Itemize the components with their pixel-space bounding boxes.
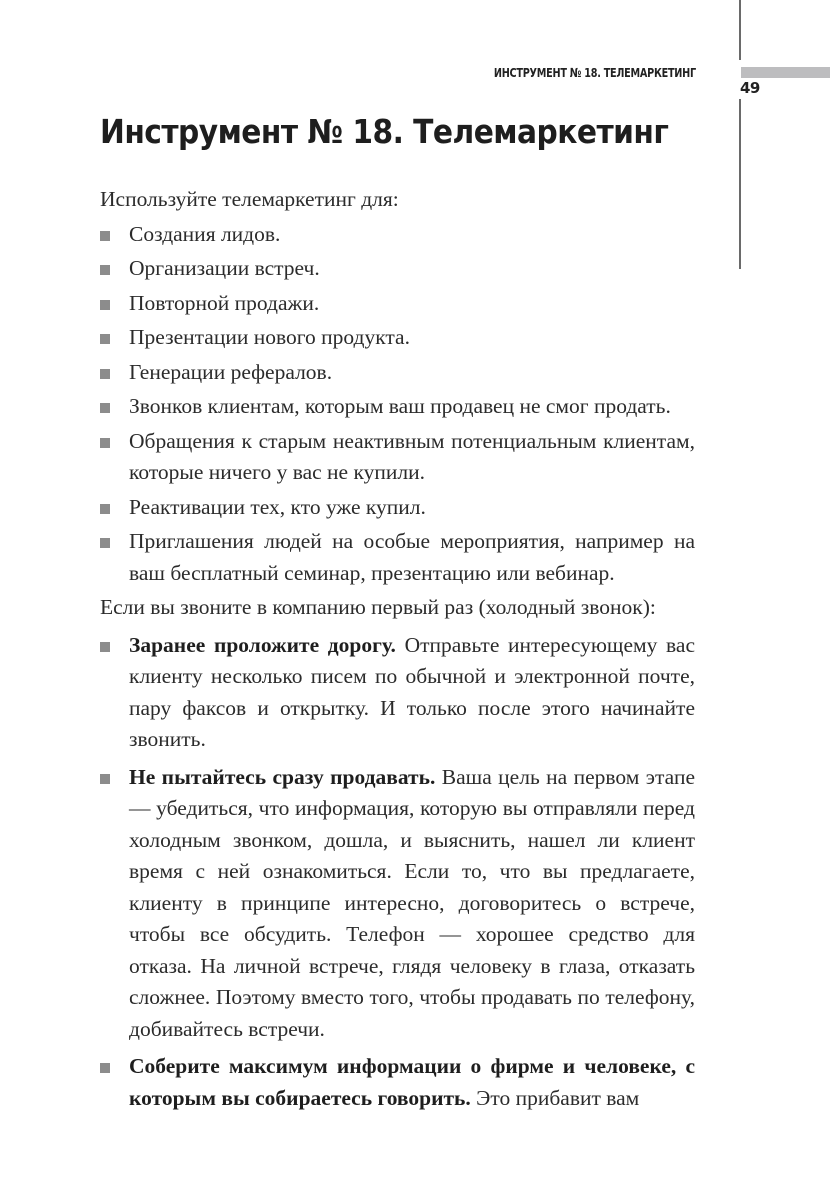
tip-heading: Не пытайтесь сразу продавать. <box>129 764 436 789</box>
square-bullet-icon <box>100 504 110 514</box>
running-head: ИНСТРУМЕНТ № 18. ТЕЛЕМАРКЕТИНГ <box>494 65 696 80</box>
square-bullet-icon <box>100 369 110 379</box>
square-bullet-icon <box>100 231 110 241</box>
tip-text: Отправьте интересующему вас клиенту несколько писем по обычной и электронной почте, пару факсов и открытку. И только после этого начинайте звонить. <box>129 632 695 751</box>
square-bullet-icon <box>100 538 110 548</box>
intro-paragraph: Используйте телемаркетинг для: <box>100 187 399 211</box>
square-bullet-icon <box>100 774 110 784</box>
square-bullet-icon <box>100 642 110 652</box>
square-bullet-icon <box>100 1063 110 1073</box>
chapter-title: Инструмент № 18. Телемаркетинг <box>100 112 669 151</box>
list-item: Приглашения людей на особые мероприятия, например на ваш бесплатный семинар, презентацию или вебинар. <box>100 526 695 589</box>
list-item: Создания лидов. <box>100 219 695 251</box>
square-bullet-icon <box>100 265 110 275</box>
list-item <box>100 762 695 1046</box>
square-bullet-icon <box>100 300 110 310</box>
list-item <box>100 1051 695 1114</box>
tip-text: Это прибавит вам <box>470 1085 640 1110</box>
page-number: 49 <box>740 79 760 97</box>
list-item: Звонков клиентам, которым ваш продавец не смог продать. <box>100 391 695 423</box>
cold-call-paragraph: Если вы звоните в компанию первый раз (холодный звонок): <box>100 595 656 619</box>
list-item: Презентации нового продукта. <box>100 322 695 354</box>
square-bullet-icon <box>100 403 110 413</box>
thumb-index-bar <box>741 67 830 78</box>
square-bullet-icon <box>100 438 110 448</box>
list-item <box>100 630 695 756</box>
list-item: Организации встреч. <box>100 253 695 285</box>
tips-list <box>100 630 695 1115</box>
margin-rule-top <box>739 0 741 60</box>
list-item: Обращения к старым неактивным потенциальным клиентам, которые ничего у вас не купили. <box>100 426 695 489</box>
list-item: Генерации рефералов. <box>100 357 695 389</box>
tip-heading: Соберите максимум информации о фирме и человеке, с которым вы собираетесь говорить. <box>129 1054 695 1110</box>
list-item: Реактивации тех, кто уже купил. <box>100 492 695 524</box>
margin-rule-bottom <box>739 99 741 269</box>
tip-text: Ваша цель на первом этапе — убедиться, что информация, которую вы отправляли перед холодным звонком, дошла, и выяснить, нашел ли клиент время с ней ознакомиться. Если то, что вы предлагаете, клиенту в принципе интересно, договоритесь о встрече, чтобы все обсудить. Телефон — хорошее средство для отказа. На личной встрече, глядя человеку в глаза, отказать сложнее. Поэтому вместо того, чтобы продавать по телефону, добивайтесь встречи. <box>129 764 695 1041</box>
tip-heading: Заранее проложите дорогу. <box>129 632 396 657</box>
page-body <box>100 184 695 1120</box>
square-bullet-icon <box>100 334 110 344</box>
uses-list <box>100 219 695 590</box>
list-item: Повторной продажи. <box>100 288 695 320</box>
